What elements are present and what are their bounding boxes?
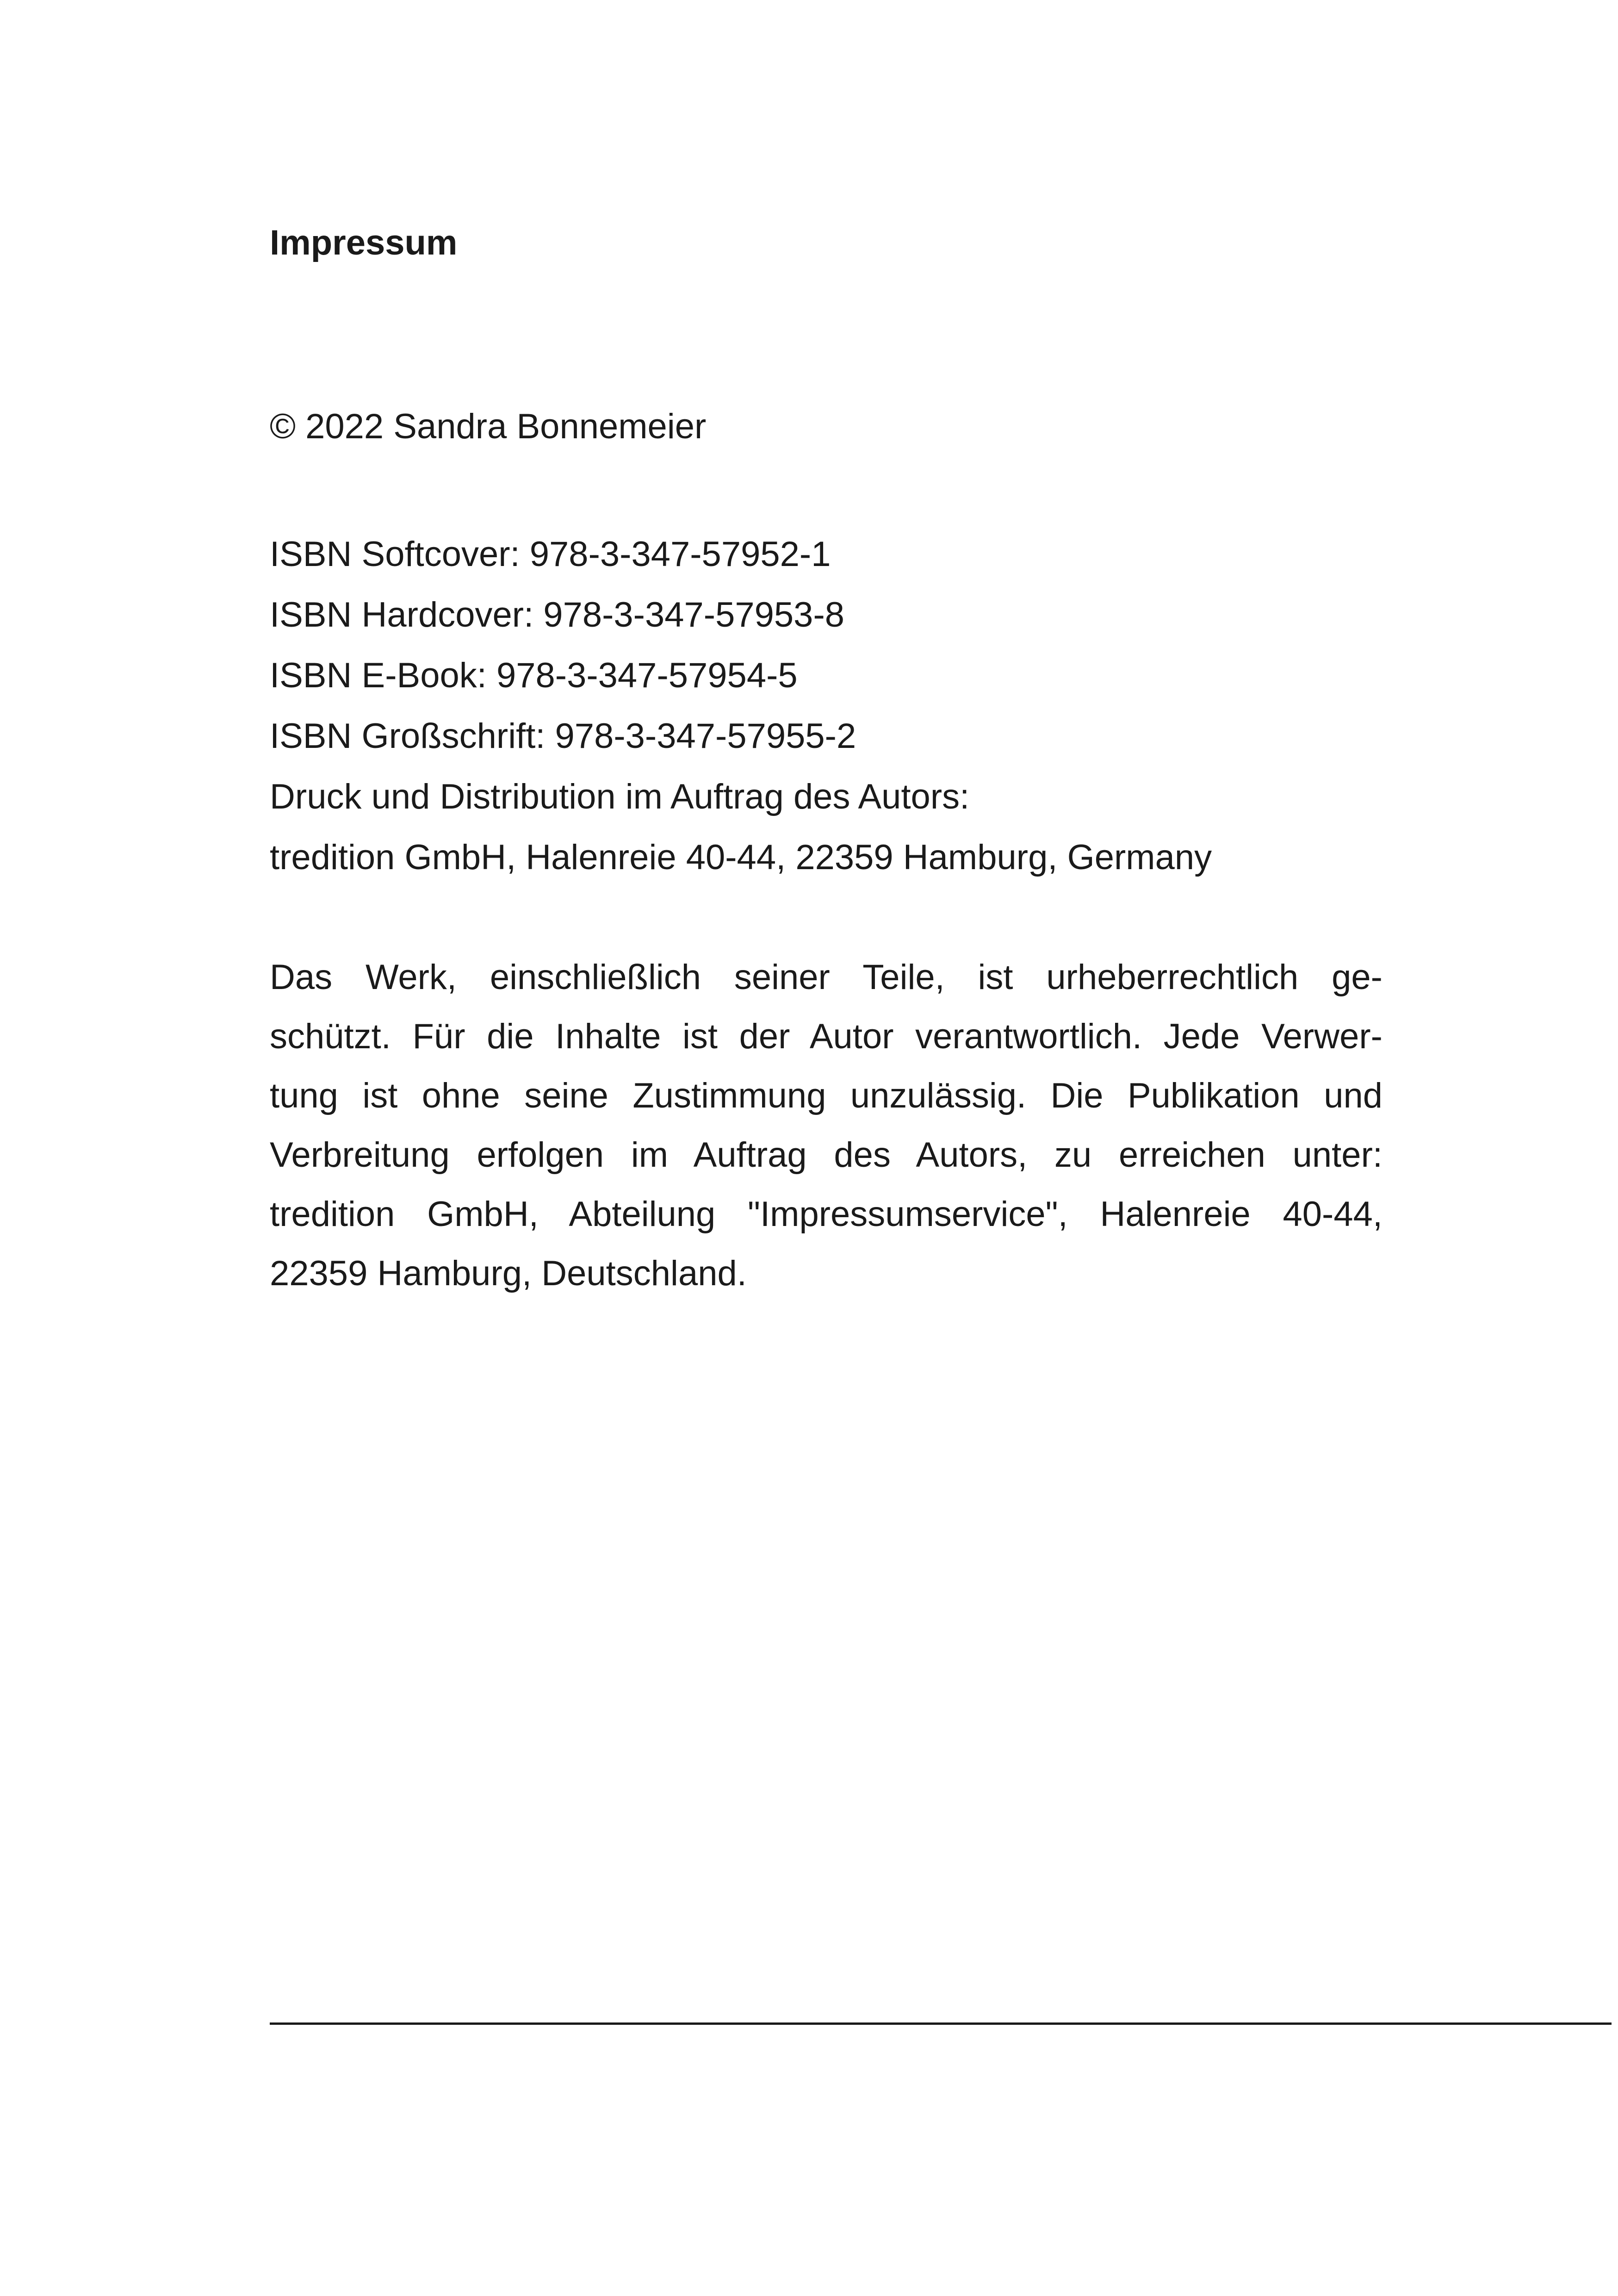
isbn-hardcover: ISBN Hardcover: 978-3-347-57953-8 [270,595,845,635]
legal-line: Verbreitung erfolgen im Auftrag des Autors, zu erreichen unter: [270,1135,1382,1175]
copyright-notice [270,948,1382,1303]
footer-divider [270,2022,1612,2025]
isbn-softcover: ISBN Softcover: 978-3-347-57952-1 [270,535,831,574]
legal-line: tung ist ohne seine Zustimmung unzulässig. Die Publikation und [270,1076,1382,1115]
publication-info [270,524,1212,888]
publisher-address: tredition GmbH, Halenreie 40-44, 22359 Hamburg, Germany [270,838,1212,877]
page-title: Impressum [270,223,458,262]
isbn-ebook: ISBN E-Book: 978-3-347-57954-5 [270,656,798,695]
legal-line: tredition GmbH, Abteilung "Impressumservice", Halenreie 40-44, [270,1195,1382,1234]
legal-line: Das Werk, einschließlich seiner Teile, ist urheberrechtlich ge- [270,958,1382,997]
distribution-note: Druck und Distribution im Auftrag des Autors: [270,777,970,816]
copyright-line: © 2022 Sandra Bonnemeier [270,407,707,446]
isbn-large-print: ISBN Großschrift: 978-3-347-57955-2 [270,716,856,756]
legal-line: schützt. Für die Inhalte ist der Autor verantwortlich. Jede Verwer- [270,1017,1382,1056]
legal-line: 22359 Hamburg, Deutschland. [270,1254,747,1293]
